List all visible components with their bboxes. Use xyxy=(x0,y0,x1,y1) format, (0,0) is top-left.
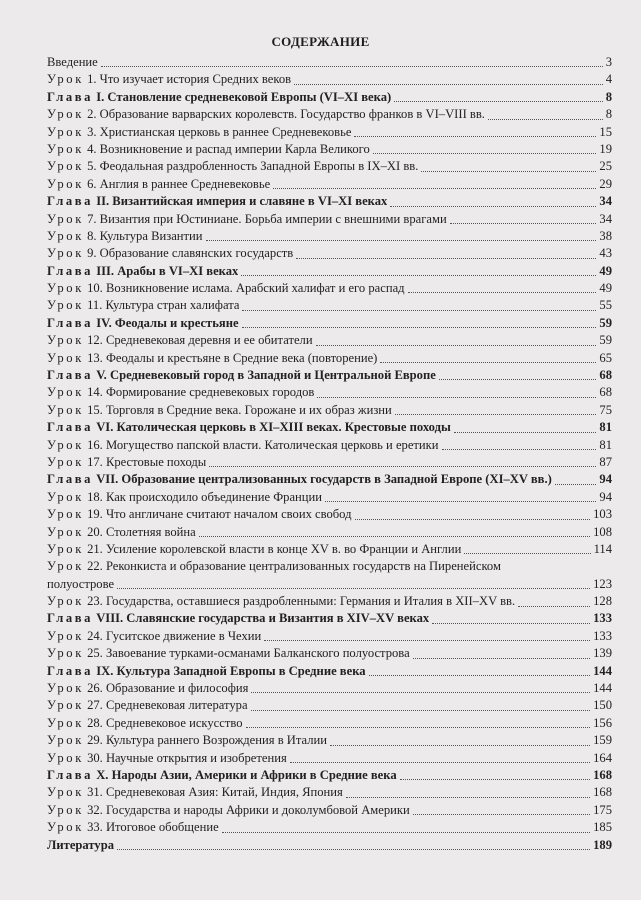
leader-dots xyxy=(251,692,590,693)
toc-entry-text: 31. Средневековая Азия: Китай, Индия, Япония xyxy=(83,785,343,800)
lesson-label: Урок xyxy=(47,489,84,504)
lesson-label: Урок xyxy=(47,802,84,817)
lesson-label: Урок xyxy=(47,820,84,835)
toc-entry xyxy=(47,106,612,123)
toc-entry-text: 18. Как происходило объединение Франции xyxy=(83,489,322,504)
toc-entry xyxy=(47,124,612,141)
chapter-label: Глава xyxy=(47,89,94,104)
page-number: 15 xyxy=(599,124,612,139)
lesson-label: Урок xyxy=(47,454,84,469)
toc-entry-text: 23. Государства, оставшиеся раздробленными: Германия и Италия в XII–XV вв. xyxy=(83,594,516,609)
toc-entry-text: 19. Что англичане считают началом своих свобод xyxy=(83,507,352,522)
toc-chapter xyxy=(47,89,612,106)
toc-entry-text-continued: полуострове xyxy=(47,576,115,591)
toc-entry-title xyxy=(47,71,291,88)
lesson-label: Урок xyxy=(47,698,84,713)
leader-dots xyxy=(273,188,596,189)
toc-entry-text: X. Народы Азии, Америки и Африки в Средние века xyxy=(93,768,397,782)
leader-dots xyxy=(555,484,597,485)
toc-entry-title xyxy=(47,628,261,645)
toc-entry-title xyxy=(47,784,343,801)
toc-entry-text: Введение xyxy=(47,54,98,69)
toc-entry-title xyxy=(47,837,114,854)
leader-dots xyxy=(421,171,596,172)
toc-entry-title xyxy=(47,610,429,627)
leader-dots xyxy=(246,727,591,728)
leader-dots xyxy=(290,762,590,763)
lesson-label: Урок xyxy=(47,298,84,313)
toc-entry-text: 12. Средневековая деревня и ее обитатели xyxy=(83,333,313,348)
leader-dots xyxy=(394,101,603,102)
toc-entry-text: IX. Культура Западной Европы в Средние века xyxy=(93,663,366,678)
page-number: 103 xyxy=(593,507,612,522)
page-number: 49 xyxy=(599,263,612,278)
page-number: 159 xyxy=(593,733,612,748)
toc-entry-title xyxy=(47,245,293,262)
toc-entry-title xyxy=(47,315,239,332)
page-number: 8 xyxy=(605,107,612,122)
page-number: 75 xyxy=(599,402,612,417)
lesson-label: Урок xyxy=(47,228,84,243)
lesson-label: Урок xyxy=(47,246,84,261)
toc-entry-text: II. Византийская империя и славяне в VI–XI веках xyxy=(93,194,388,209)
page-number: 189 xyxy=(593,837,612,852)
page-number: 133 xyxy=(593,611,612,626)
chapter-label: Глава xyxy=(47,611,94,626)
page-number: 168 xyxy=(593,768,612,782)
leader-dots xyxy=(317,397,596,398)
leader-dots xyxy=(454,432,597,433)
toc-entry-title xyxy=(47,332,313,349)
lesson-label: Урок xyxy=(47,350,84,365)
page-number: 139 xyxy=(593,646,612,661)
page-number: 114 xyxy=(593,541,612,556)
leader-dots xyxy=(325,501,596,502)
leader-dots xyxy=(442,449,597,450)
toc-entry-line xyxy=(47,558,612,575)
chapter-label: Глава xyxy=(47,472,94,487)
toc-chapter xyxy=(47,315,612,332)
page-number: 55 xyxy=(599,298,612,313)
toc-entry-title xyxy=(47,297,239,314)
toc-entry-title xyxy=(47,506,352,523)
leader-dots xyxy=(439,379,597,380)
toc-entry-text: 10. Возникновение ислама. Арабский халифат и его распад xyxy=(83,281,405,296)
leader-dots xyxy=(117,849,590,850)
leader-dots xyxy=(380,362,596,363)
toc-entry xyxy=(47,628,612,645)
toc-entry-text: 26. Образование и философия xyxy=(83,681,249,696)
toc-entry-title xyxy=(47,350,377,367)
toc-entry-text: 20. Столетняя война xyxy=(83,524,196,539)
toc-entry-title xyxy=(47,141,370,158)
leader-dots xyxy=(354,136,596,137)
leader-dots xyxy=(464,553,590,554)
page-number: 38 xyxy=(599,228,612,243)
toc-entry-text: 1. Что изучает история Средних веков xyxy=(83,72,292,87)
lesson-label: Урок xyxy=(47,507,84,522)
toc-entry-title xyxy=(47,211,447,228)
toc-entry-text: 13. Феодалы и крестьяне в Средние века (повторение) xyxy=(83,350,378,365)
toc-entry-title xyxy=(47,106,485,123)
toc-entry xyxy=(47,141,612,158)
toc-entry-title xyxy=(47,263,238,280)
toc-entry xyxy=(47,558,612,593)
leader-dots xyxy=(222,832,590,833)
lesson-label: Урок xyxy=(47,750,84,765)
leader-dots xyxy=(390,206,596,207)
toc-entry-title xyxy=(47,593,515,610)
chapter-label: Глава xyxy=(47,663,94,678)
toc-entry-title xyxy=(47,645,410,662)
page-number: 94 xyxy=(599,489,612,504)
toc-entry-text: 22. Реконкиста и образование централизованных государств на Пиренейском xyxy=(83,559,501,574)
toc-entry xyxy=(47,176,612,193)
leader-dots xyxy=(241,275,596,276)
leader-dots xyxy=(242,327,597,328)
toc-entry-text: 9. Образование славянских государств xyxy=(83,246,294,261)
page-number: 144 xyxy=(593,663,612,678)
page-number: 150 xyxy=(593,698,612,713)
toc-entry xyxy=(47,332,612,349)
toc-entry-text: VI. Католическая церковь в XI–XIII веках. Крестовые походы xyxy=(93,420,451,435)
toc-entry-text: 17. Крестовые походы xyxy=(83,454,207,469)
toc-entry-title xyxy=(47,419,451,436)
leader-dots xyxy=(369,675,591,676)
toc-entry xyxy=(47,228,612,245)
toc-entry-text: VIII. Славянские государства и Византия в XIV–XV веках xyxy=(93,611,430,626)
lesson-label: Урок xyxy=(47,385,84,400)
page-number: 94 xyxy=(599,472,612,487)
toc-entry-title xyxy=(47,697,248,714)
toc-entry-title xyxy=(47,228,203,245)
toc-entry-title xyxy=(47,715,243,732)
lesson-label: Урок xyxy=(47,646,84,661)
toc-entry-text: 5. Феодальная раздробленность Западной Европы в IX–XI вв. xyxy=(83,159,419,174)
toc-chapter xyxy=(47,193,612,210)
toc-entry-text: 32. Государства и народы Африки и доколумбовой Америки xyxy=(83,802,410,817)
page-number: 59 xyxy=(599,315,612,330)
toc-entry-text: VII. Образование централизованных государств в Западной Европе (XI–XV вв.) xyxy=(93,472,552,487)
toc-entry xyxy=(47,297,612,314)
lesson-label: Урок xyxy=(47,733,84,748)
toc-chapter xyxy=(47,263,612,280)
toc-entry-text: 11. Культура стран халифата xyxy=(83,298,240,313)
leader-dots xyxy=(373,153,597,154)
lesson-label: Урок xyxy=(47,333,84,348)
chapter-label: Глава xyxy=(47,768,94,782)
toc-chapter xyxy=(47,367,612,384)
lesson-label: Урок xyxy=(47,559,84,574)
toc-entry-text: IV. Феодалы и крестьяне xyxy=(93,315,239,330)
lesson-label: Урок xyxy=(47,107,84,122)
toc-entry-text: 2. Образование варварских королевств. Государство франков в VI–VIII вв. xyxy=(83,107,485,122)
lesson-label: Урок xyxy=(47,628,84,643)
page-number: 34 xyxy=(599,211,612,226)
toc-entry xyxy=(47,697,612,714)
toc-entry-title xyxy=(47,437,439,454)
toc-entry xyxy=(47,715,612,732)
toc-entry-text: 30. Научные открытия и изобретения xyxy=(83,750,287,765)
toc-entry-text: 16. Могущество папской власти. Католическая церковь и еретики xyxy=(83,437,439,452)
page-number: 4 xyxy=(605,72,612,87)
toc-entry xyxy=(47,750,612,767)
toc-entry-title xyxy=(47,680,248,697)
page-number: 59 xyxy=(599,333,612,348)
leader-dots xyxy=(518,606,590,607)
toc-entry xyxy=(47,680,612,697)
leader-dots xyxy=(206,240,597,241)
toc-entry-title xyxy=(47,124,351,141)
toc-entry-text: 21. Усиление королевской власти в конце XV в. во Франции и Англии xyxy=(83,541,462,556)
page-number: 108 xyxy=(593,524,612,539)
toc-entry-title xyxy=(47,767,397,784)
leader-dots xyxy=(199,536,590,537)
page-number: 68 xyxy=(599,385,612,400)
toc-entry-text: 29. Культура раннего Возрождения в Италии xyxy=(83,733,328,748)
toc-entry-text: 15. Торговля в Средние века. Горожане и их образ жизни xyxy=(83,402,392,417)
toc-entry xyxy=(47,802,612,819)
page-number: 144 xyxy=(593,681,612,696)
leader-dots xyxy=(450,223,597,224)
toc-entry-title xyxy=(47,750,287,767)
page-number: 81 xyxy=(599,420,612,435)
leader-dots xyxy=(400,779,590,780)
toc-entry-title xyxy=(47,384,314,401)
toc-entry-title xyxy=(47,489,322,506)
leader-dots xyxy=(316,345,597,346)
toc-entry-text: 33. Итоговое обобщение xyxy=(83,820,219,835)
lesson-label: Урок xyxy=(47,281,84,296)
leader-dots xyxy=(330,745,590,746)
leader-dots xyxy=(117,588,590,589)
toc-entry xyxy=(47,245,612,262)
toc-chapter xyxy=(47,419,612,436)
lesson-label: Урок xyxy=(47,159,84,174)
page-number: 29 xyxy=(599,176,612,191)
toc-entry-text: 28. Средневековое искусство xyxy=(83,715,243,730)
lesson-label: Урок xyxy=(47,594,84,609)
toc-entry-title xyxy=(47,802,410,819)
lesson-label: Урок xyxy=(47,541,84,556)
toc-entry xyxy=(47,71,612,88)
toc-entry xyxy=(47,837,612,854)
lesson-label: Урок xyxy=(47,785,84,800)
toc-entry-text: 8. Культура Византии xyxy=(83,228,203,243)
page-number: 133 xyxy=(593,628,612,643)
toc-entry-title xyxy=(47,471,552,488)
toc-entry-text: I. Становление средневековой Европы (VI–XI века) xyxy=(93,89,392,104)
toc-entry-line xyxy=(47,576,612,593)
toc-entry-text: 24. Гуситское движение в Чехии xyxy=(83,628,262,643)
toc-entry-title xyxy=(47,454,206,471)
leader-dots xyxy=(251,710,591,711)
toc-entry-title xyxy=(47,193,387,210)
toc-entry xyxy=(47,541,612,558)
toc-entry xyxy=(47,384,612,401)
toc-entry-title xyxy=(47,402,392,419)
page-number: 68 xyxy=(599,368,612,383)
toc-entry-text: 6. Англия в раннее Средневековье xyxy=(83,176,271,191)
toc-entry-title xyxy=(47,663,366,680)
toc-entry-title xyxy=(47,54,98,71)
toc-chapter xyxy=(47,611,612,628)
toc-entry xyxy=(47,784,612,801)
page-number: 25 xyxy=(599,159,612,174)
page-number: 156 xyxy=(593,715,612,730)
toc-chapter xyxy=(47,471,612,488)
toc-entry xyxy=(47,402,612,419)
leader-dots xyxy=(296,258,596,259)
leader-dots xyxy=(413,814,590,815)
toc-entry-title xyxy=(47,732,327,749)
page-number: 168 xyxy=(593,785,612,800)
page-number: 175 xyxy=(593,802,612,817)
toc-chapter xyxy=(47,767,612,784)
page-number: 8 xyxy=(605,89,612,104)
toc-title: СОДЕРЖАНИЕ xyxy=(271,34,370,49)
page-number: 87 xyxy=(599,454,612,469)
lesson-label: Урок xyxy=(47,437,84,452)
toc-entry xyxy=(47,350,612,367)
toc-entry xyxy=(47,489,612,506)
leader-dots xyxy=(101,66,603,67)
page-number: 164 xyxy=(593,750,612,765)
leader-dots xyxy=(395,414,597,415)
toc-entry-title xyxy=(47,280,405,297)
lesson-label: Урок xyxy=(47,141,84,156)
chapter-label: Глава xyxy=(47,194,94,209)
chapter-label: Глава xyxy=(47,315,94,330)
leader-dots xyxy=(432,623,590,624)
toc-entry xyxy=(47,54,612,71)
toc-entry-title xyxy=(47,524,196,541)
lesson-label: Урок xyxy=(47,176,84,191)
leader-dots xyxy=(408,292,597,293)
page-number: 43 xyxy=(599,246,612,261)
toc-entry-text: 3. Христианская церковь в раннее Средневековье xyxy=(83,124,352,139)
toc-entry xyxy=(47,454,612,471)
toc-entry-text: 27. Средневековая литература xyxy=(83,698,248,713)
page-number: 65 xyxy=(599,350,612,365)
leader-dots xyxy=(413,658,590,659)
toc-entry xyxy=(47,524,612,541)
page-number: 185 xyxy=(593,820,612,835)
lesson-label: Урок xyxy=(47,681,84,696)
toc-entry-text: 7. Византия при Юстиниане. Борьба империи с внешними врагами xyxy=(83,211,447,226)
toc-entry xyxy=(47,645,612,662)
toc-entry xyxy=(47,819,612,836)
toc-entry-text: III. Арабы в VI–XI веках xyxy=(93,263,239,278)
page-number: 34 xyxy=(599,194,612,209)
page-number: 128 xyxy=(593,594,612,609)
page-number: 81 xyxy=(599,437,612,452)
toc-entry-title xyxy=(47,89,391,106)
lesson-label: Урок xyxy=(47,72,84,87)
page-number: 19 xyxy=(599,141,612,156)
leader-dots xyxy=(264,640,590,641)
lesson-label: Урок xyxy=(47,211,84,226)
leader-dots xyxy=(488,119,603,120)
toc-entry xyxy=(47,280,612,297)
page-number: 3 xyxy=(605,54,612,69)
toc-entry-title xyxy=(47,367,436,384)
lesson-label: Урок xyxy=(47,524,84,539)
toc-entry xyxy=(47,437,612,454)
toc-entry-text: 4. Возникновение и распад империи Карла Великого xyxy=(83,141,370,156)
toc-entry-text: Литература xyxy=(47,837,115,852)
page-number: 49 xyxy=(599,281,612,296)
toc-entry xyxy=(47,211,612,228)
toc-entry-text: 14. Формирование средневековых городов xyxy=(83,385,315,400)
toc-entry xyxy=(47,506,612,523)
toc-entry xyxy=(47,732,612,749)
chapter-label: Глава xyxy=(47,368,94,383)
toc-entry-title xyxy=(47,541,461,558)
lesson-label: Урок xyxy=(47,402,84,417)
leader-dots xyxy=(355,519,591,520)
page-number: 123 xyxy=(593,576,612,591)
toc-entry-title xyxy=(47,176,270,193)
chapter-label: Глава xyxy=(47,420,94,435)
leader-dots xyxy=(346,797,590,798)
toc-chapter xyxy=(47,663,612,680)
toc-entry xyxy=(47,158,612,175)
leader-dots xyxy=(294,84,603,85)
toc-entry-text: 25. Завоевание турками-османами Балканского полуострова xyxy=(83,646,410,661)
toc-entry-title xyxy=(47,158,418,175)
toc-entry-text: V. Средневековый город в Западной и Центральной Европе xyxy=(93,368,436,383)
leader-dots xyxy=(209,466,596,467)
toc-entry xyxy=(47,593,612,610)
table-of-contents xyxy=(47,54,612,854)
chapter-label: Глава xyxy=(47,263,94,278)
lesson-label: Урок xyxy=(47,715,84,730)
leader-dots xyxy=(242,310,596,311)
toc-entry-title xyxy=(47,819,219,836)
lesson-label: Урок xyxy=(47,124,84,139)
